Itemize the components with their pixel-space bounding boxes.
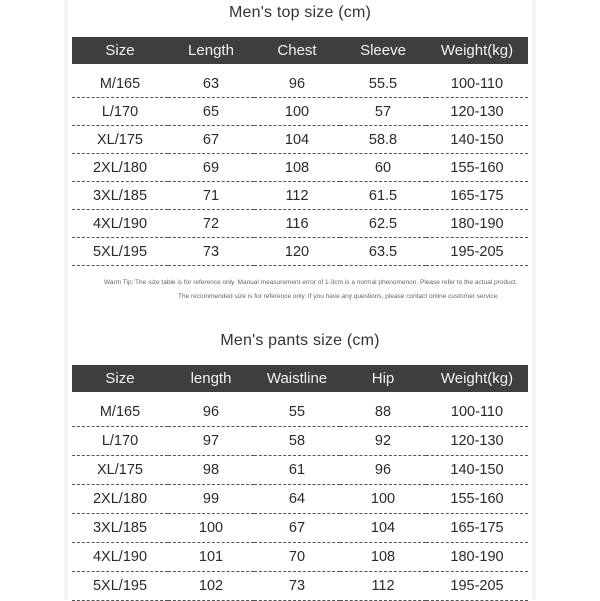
table-cell: 57 bbox=[340, 98, 426, 126]
table-cell: 67 bbox=[254, 514, 340, 543]
top-table-body bbox=[72, 67, 528, 266]
right-edge-shadow bbox=[532, 0, 536, 600]
table-cell: 4XL/190 bbox=[72, 210, 168, 238]
table-cell: M/165 bbox=[72, 395, 168, 427]
table-row bbox=[72, 210, 528, 238]
table-cell: 140-150 bbox=[426, 126, 528, 154]
top-header-chest: Chest bbox=[254, 37, 340, 67]
table-cell: 96 bbox=[254, 67, 340, 98]
top-size-title: Men's top size (cm) bbox=[229, 4, 371, 21]
table-cell: 63.5 bbox=[340, 238, 426, 266]
table-cell: 3XL/185 bbox=[72, 514, 168, 543]
table-cell: 100 bbox=[254, 98, 340, 126]
pants-header-length: length bbox=[168, 365, 254, 395]
top-header-weight: Weight(kg) bbox=[426, 37, 528, 67]
table-cell: 155-160 bbox=[426, 485, 528, 514]
table-cell: 63 bbox=[168, 67, 254, 98]
size-chart-sheet bbox=[70, 0, 530, 600]
table-cell: 102 bbox=[168, 572, 254, 601]
table-cell: 62.5 bbox=[340, 210, 426, 238]
table-cell: 88 bbox=[340, 395, 426, 427]
table-cell: 100-110 bbox=[426, 395, 528, 427]
table-cell: L/170 bbox=[72, 427, 168, 456]
table-cell: L/170 bbox=[72, 98, 168, 126]
table-cell: 73 bbox=[254, 572, 340, 601]
pants-table-header-row bbox=[72, 365, 528, 395]
table-cell: XL/175 bbox=[72, 126, 168, 154]
table-cell: 120 bbox=[254, 238, 340, 266]
table-row bbox=[72, 126, 528, 154]
pants-header-size: Size bbox=[72, 365, 168, 395]
pants-header-waistline: Waistline bbox=[254, 365, 340, 395]
top-header-size: Size bbox=[72, 37, 168, 67]
table-cell: 92 bbox=[340, 427, 426, 456]
table-cell: 104 bbox=[254, 126, 340, 154]
top-size-table bbox=[72, 37, 528, 266]
table-cell: 112 bbox=[340, 572, 426, 601]
pants-size-table bbox=[72, 365, 528, 601]
table-cell: 58.8 bbox=[340, 126, 426, 154]
table-row bbox=[72, 485, 528, 514]
table-cell: 55.5 bbox=[340, 67, 426, 98]
table-cell: 195-205 bbox=[426, 572, 528, 601]
table-cell: 140-150 bbox=[426, 456, 528, 485]
table-cell: 120-130 bbox=[426, 427, 528, 456]
pants-size-title: Men's pants size (cm) bbox=[220, 332, 380, 349]
table-cell: 100 bbox=[340, 485, 426, 514]
table-cell: 97 bbox=[168, 427, 254, 456]
table-row bbox=[72, 67, 528, 98]
table-cell: 120-130 bbox=[426, 98, 528, 126]
table-cell: 155-160 bbox=[426, 154, 528, 182]
pants-header-hip: Hip bbox=[340, 365, 426, 395]
table-cell: 96 bbox=[168, 395, 254, 427]
table-cell: 116 bbox=[254, 210, 340, 238]
table-cell: M/165 bbox=[72, 67, 168, 98]
table-row bbox=[72, 427, 528, 456]
recommendation-note: The recommended size is for reference only. If you have any questions, please contact online customer service. bbox=[178, 293, 500, 300]
table-cell: 180-190 bbox=[426, 210, 528, 238]
table-cell: 96 bbox=[340, 456, 426, 485]
table-row bbox=[72, 514, 528, 543]
left-edge-shadow bbox=[64, 0, 68, 600]
table-row bbox=[72, 456, 528, 485]
table-cell: 69 bbox=[168, 154, 254, 182]
table-cell: 67 bbox=[168, 126, 254, 154]
table-cell: 65 bbox=[168, 98, 254, 126]
table-cell: 112 bbox=[254, 182, 340, 210]
pants-header-weight: Weight(kg) bbox=[426, 365, 528, 395]
table-row bbox=[72, 238, 528, 266]
table-cell: 195-205 bbox=[426, 238, 528, 266]
table-row bbox=[72, 543, 528, 572]
warm-tip-note: Warm Tip: The size table is for reference only. Manual measurement error of 1-3cm is a normal phenomenon. Please refer to the actual product. bbox=[104, 279, 518, 286]
table-cell: 180-190 bbox=[426, 543, 528, 572]
table-cell: 165-175 bbox=[426, 514, 528, 543]
pants-table-body bbox=[72, 395, 528, 601]
table-cell: 108 bbox=[340, 543, 426, 572]
top-header-length: Length bbox=[168, 37, 254, 67]
table-cell: 4XL/190 bbox=[72, 543, 168, 572]
top-table-header-row bbox=[72, 37, 528, 67]
table-cell: 70 bbox=[254, 543, 340, 572]
table-cell: 3XL/185 bbox=[72, 182, 168, 210]
table-cell: 73 bbox=[168, 238, 254, 266]
table-cell: 5XL/195 bbox=[72, 238, 168, 266]
table-cell: 5XL/195 bbox=[72, 572, 168, 601]
table-row bbox=[72, 154, 528, 182]
table-cell: 108 bbox=[254, 154, 340, 182]
table-cell: 61.5 bbox=[340, 182, 426, 210]
table-cell: 60 bbox=[340, 154, 426, 182]
table-cell: 100-110 bbox=[426, 67, 528, 98]
table-cell: 58 bbox=[254, 427, 340, 456]
table-row bbox=[72, 572, 528, 601]
table-cell: 72 bbox=[168, 210, 254, 238]
table-cell: 55 bbox=[254, 395, 340, 427]
table-cell: 71 bbox=[168, 182, 254, 210]
table-cell: 165-175 bbox=[426, 182, 528, 210]
top-header-sleeve: Sleeve bbox=[340, 37, 426, 67]
table-row bbox=[72, 98, 528, 126]
table-cell: 64 bbox=[254, 485, 340, 514]
table-cell: XL/175 bbox=[72, 456, 168, 485]
table-cell: 100 bbox=[168, 514, 254, 543]
table-row bbox=[72, 395, 528, 427]
table-cell: 2XL/180 bbox=[72, 154, 168, 182]
table-cell: 98 bbox=[168, 456, 254, 485]
table-cell: 99 bbox=[168, 485, 254, 514]
table-row bbox=[72, 182, 528, 210]
table-cell: 2XL/180 bbox=[72, 485, 168, 514]
table-cell: 61 bbox=[254, 456, 340, 485]
table-cell: 104 bbox=[340, 514, 426, 543]
table-cell: 101 bbox=[168, 543, 254, 572]
